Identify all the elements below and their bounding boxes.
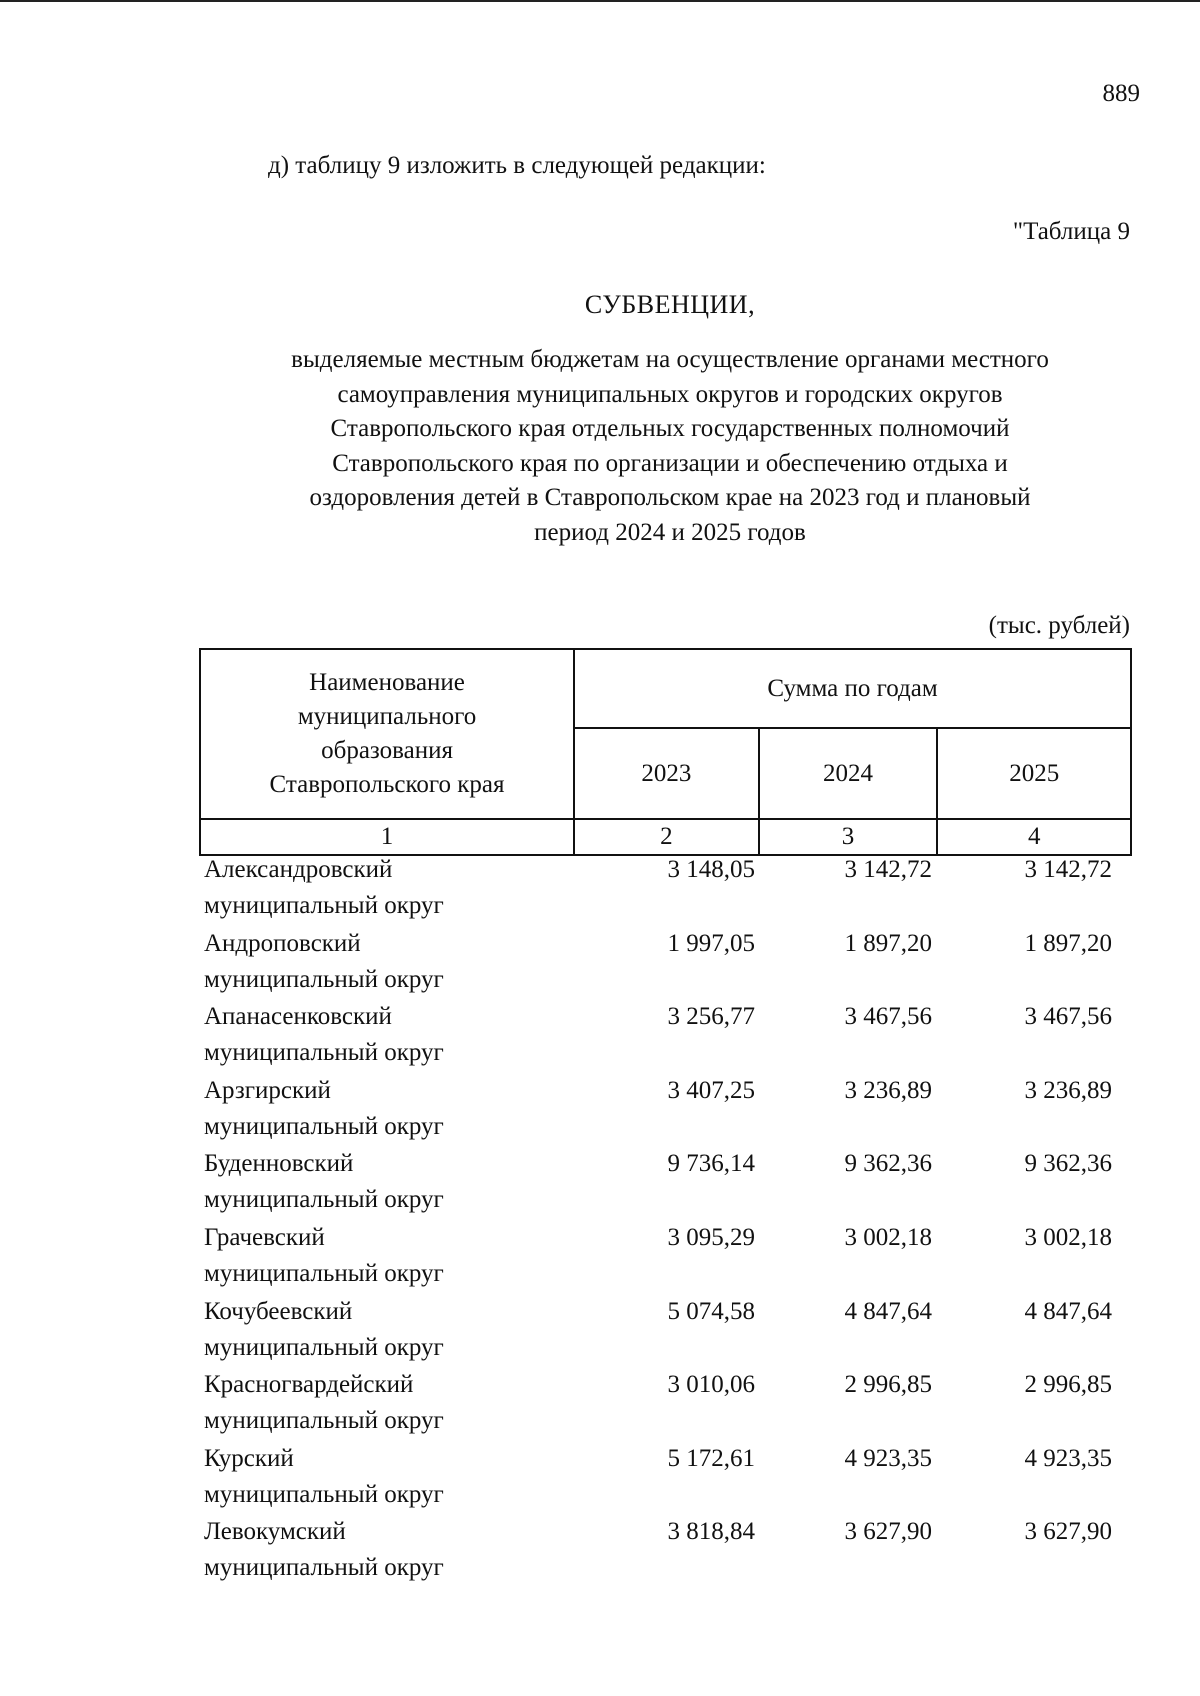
subtitle-line: Ставропольского края по организации и обеспечению отдыха и [332, 449, 1008, 477]
header-name-line: образования [321, 737, 453, 764]
table-row [199, 1367, 1132, 1441]
table-row [199, 1220, 1132, 1294]
value-2023: 3 256,77 [667, 1003, 755, 1031]
document-title: СУБВЕНЦИИ, [584, 290, 756, 319]
value-2025: 3 627,90 [1024, 1518, 1112, 1546]
municipality-type-line: муниципальный округ [204, 1039, 444, 1067]
header-year-2025: 2025 [937, 728, 1131, 819]
municipality-name-line: Арзгирский [204, 1076, 331, 1104]
value-2024: 3 627,90 [844, 1518, 932, 1546]
table-label: "Таблица 9 [1012, 218, 1130, 245]
municipality-name-line: Буденновский [204, 1150, 354, 1178]
header-sum-by-years: Сумма по годам [574, 649, 1131, 728]
municipality-type-line: муниципальный округ [204, 1480, 444, 1508]
value-2024: 2 996,85 [844, 1371, 932, 1399]
value-2025: 3 142,72 [1024, 856, 1112, 883]
municipality-name-line: Апанасенковский [204, 1003, 392, 1031]
municipality-name-line: Грачевский [204, 1223, 325, 1251]
header-name-line: Ставропольского края [269, 771, 505, 798]
value-2023: 3 010,06 [667, 1371, 755, 1399]
municipality-name [204, 1073, 574, 1145]
municipality-name [204, 852, 574, 924]
table-body [199, 852, 1132, 1588]
units-label: (тыс. рублей) [988, 612, 1130, 639]
value-2025: 3 236,89 [1024, 1076, 1112, 1104]
header-name-line: Наименование [309, 669, 465, 696]
subtitle-line: оздоровления детей в Ставропольском крае на 2023 год и плановый [309, 484, 1031, 511]
value-2023: 9 736,14 [667, 1150, 755, 1178]
value-2023: 3 818,84 [667, 1518, 755, 1546]
municipality-name [204, 1514, 574, 1586]
header-year-2024: 2024 [759, 728, 938, 819]
subtitle-line: выделяемые местным бюджетам на осуществление органами местного [291, 346, 1049, 373]
value-2023: 5 172,61 [667, 1444, 755, 1472]
value-2023: 3 407,25 [667, 1076, 755, 1104]
municipality-name [204, 1367, 574, 1439]
subtitle-line: Ставропольского края отдельных государственных полномочий [330, 415, 1010, 442]
table-row [199, 926, 1132, 1000]
municipality-name-line: Курский [204, 1444, 294, 1472]
table-row [199, 1146, 1132, 1220]
municipality-name [204, 999, 574, 1071]
intro-instruction: д) таблицу 9 изложить в следующей редакции: [268, 152, 766, 179]
municipality-type-line: муниципальный округ [204, 892, 444, 919]
document-subtitle [240, 343, 1100, 550]
municipality-name [204, 1441, 574, 1513]
column-number-2: 2 [574, 819, 759, 855]
municipality-name-line: Андроповский [204, 929, 361, 957]
municipality-type-line: муниципальный округ [204, 1333, 444, 1361]
subtitle-line: самоуправления муниципальных округов и городских округов [337, 380, 1003, 408]
value-2025: 9 362,36 [1024, 1150, 1112, 1178]
municipality-name [204, 1146, 574, 1218]
table-header [199, 648, 1132, 856]
table-row [199, 1441, 1132, 1515]
top-border-line [0, 0, 1200, 2]
municipality-name-line: Левокумский [204, 1518, 346, 1546]
value-2023: 5 074,58 [667, 1297, 755, 1325]
header-municipality-name [200, 649, 574, 819]
table-row [199, 1294, 1132, 1368]
municipality-name-line: Красногвардейский [204, 1371, 414, 1399]
value-2024: 3 236,89 [844, 1076, 932, 1104]
column-number-1: 1 [200, 819, 574, 855]
column-number-3: 3 [759, 819, 938, 855]
municipality-type-line: муниципальный округ [204, 965, 444, 993]
value-2023: 1 997,05 [667, 929, 755, 957]
municipality-name-line: Александровский [204, 856, 393, 883]
header-year-2023: 2023 [574, 728, 759, 819]
municipality-name [204, 1220, 574, 1292]
header-name-line: муниципального [297, 703, 477, 730]
value-2023: 3 095,29 [667, 1223, 755, 1251]
municipality-type-line: муниципальный округ [204, 1259, 444, 1287]
value-2025: 3 467,56 [1024, 1003, 1112, 1031]
value-2023: 3 148,05 [667, 856, 755, 883]
municipality-type-line: муниципальный округ [204, 1407, 444, 1435]
table-row [199, 852, 1132, 926]
municipality-name [204, 1294, 574, 1366]
table-row [199, 1073, 1132, 1147]
subtitle-line: период 2024 и 2025 годов [534, 518, 806, 546]
table-row [199, 999, 1132, 1073]
municipality-name [204, 926, 574, 998]
value-2025: 2 996,85 [1024, 1371, 1112, 1399]
value-2025: 4 847,64 [1024, 1297, 1112, 1325]
value-2024: 9 362,36 [844, 1150, 932, 1178]
value-2024: 3 002,18 [844, 1223, 932, 1251]
municipality-type-line: муниципальный округ [204, 1112, 444, 1140]
municipality-name-line: Кочубеевский [204, 1297, 353, 1325]
municipality-type-line: муниципальный округ [204, 1186, 444, 1214]
value-2024: 1 897,20 [844, 929, 932, 957]
municipality-type-line: муниципальный округ [204, 1554, 444, 1582]
value-2024: 4 923,35 [844, 1444, 932, 1472]
column-number-4: 4 [937, 819, 1131, 855]
value-2024: 4 847,64 [844, 1297, 932, 1325]
table-row [199, 1514, 1132, 1588]
value-2024: 3 467,56 [844, 1003, 932, 1031]
page-number: 889 [1102, 80, 1140, 107]
value-2024: 3 142,72 [844, 856, 932, 883]
value-2025: 1 897,20 [1024, 929, 1112, 957]
value-2025: 4 923,35 [1024, 1444, 1112, 1472]
value-2025: 3 002,18 [1024, 1223, 1112, 1251]
